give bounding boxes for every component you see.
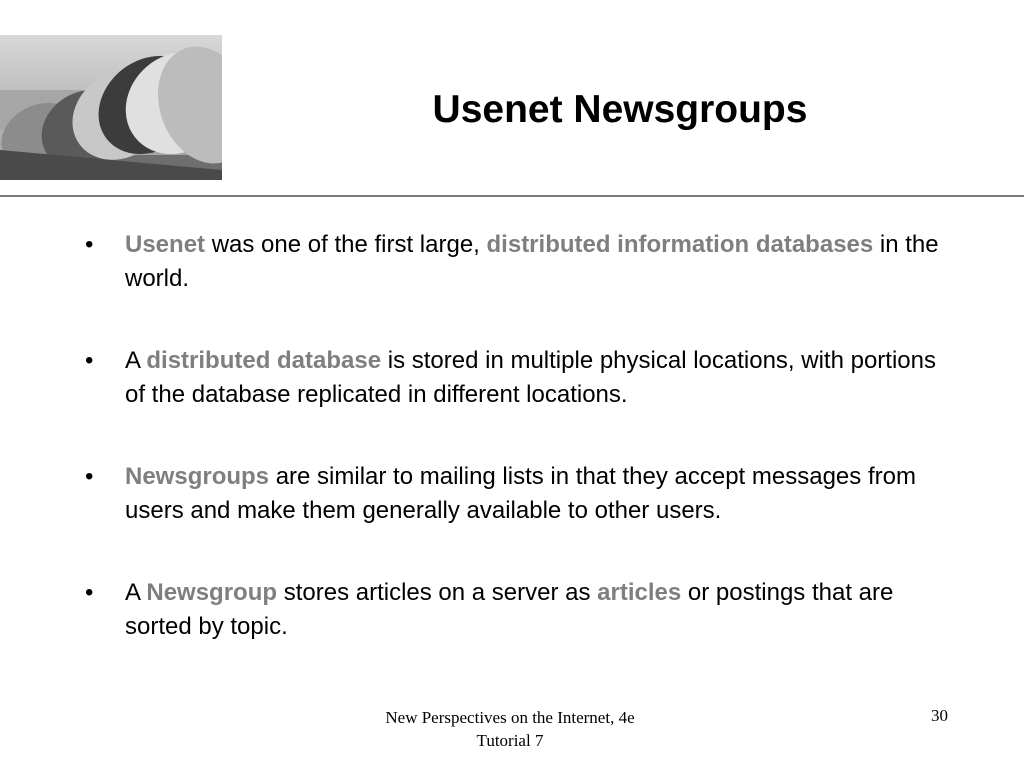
highlighted-term: articles [597,579,682,606]
bullet-text: are similar to mailing lists in that they accept messages from users and make them generally available to other users. [125,463,916,524]
bullet-item [85,228,945,296]
bullet-marker: • [85,231,94,258]
highlighted-term: distributed information databases [486,231,874,258]
bullet-text: A [125,347,147,374]
page-number: 30 [931,706,948,725]
bullet-item [85,576,945,644]
bullet-item [85,460,945,528]
bullet-text: or postings that are sorted by topic. [125,579,894,640]
bullet-list [85,228,945,692]
bullet-marker: • [85,463,94,490]
highlighted-term: distributed database [146,347,382,374]
highlighted-term: Newsgroups [125,463,270,490]
bullet-item [85,344,945,412]
footer-line-1: New Perspectives on the Internet, 4e [385,708,635,727]
highlighted-term: Usenet [125,231,206,258]
bullet-text: was one of the first large, [205,231,487,258]
bullet-text: is stored in multiple physical locations, with portions of the database replicated in different locations. [125,347,936,408]
bullet-text: A [125,579,147,606]
footer-credit [330,706,690,752]
footer-line-2: Tutorial 7 [476,731,544,750]
bullet-marker: • [85,347,94,374]
bullet-marker: • [85,579,94,606]
bullet-text: in the world. [125,231,939,292]
bullet-text: stores articles on a server as [277,579,598,606]
title-divider [0,195,1024,197]
surfboards-photo [0,35,222,180]
highlighted-term: Newsgroup [146,579,278,606]
slide-title: Usenet Newsgroups [432,88,808,131]
